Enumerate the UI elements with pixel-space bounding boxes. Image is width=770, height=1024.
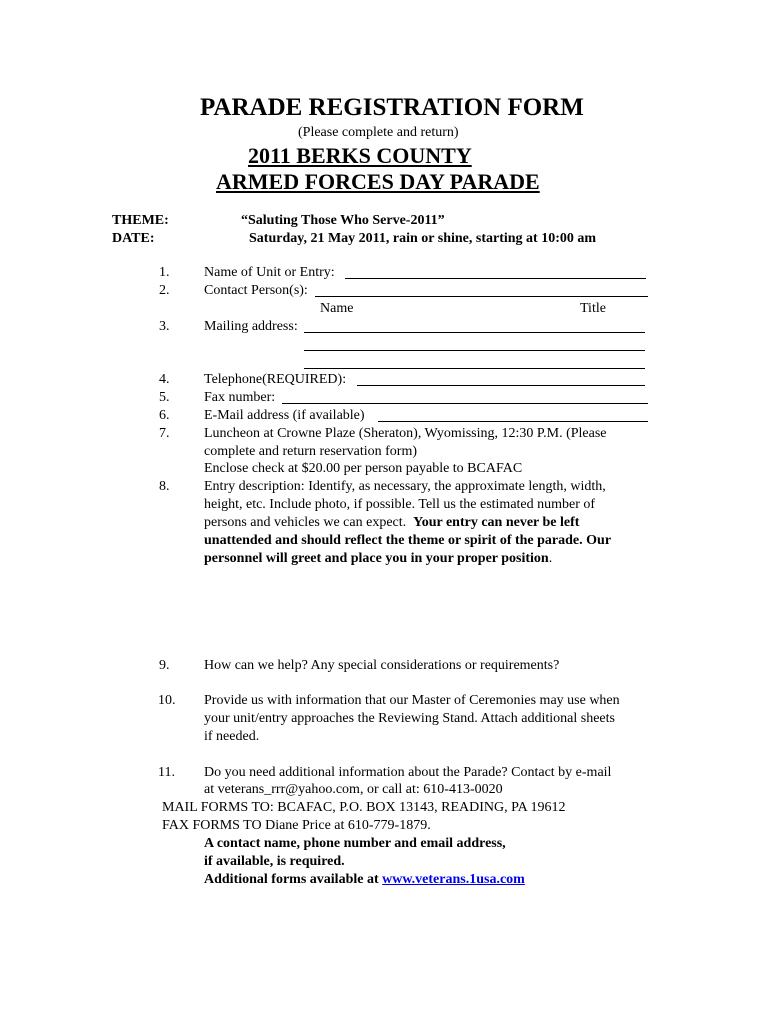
item-number-7: 7. [159,426,170,441]
requirement-text-1: A contact name, phone number and email address, [204,836,506,851]
fax-forms-info: FAX FORMS TO Diane Price at 610-779-1879. [162,818,431,833]
item-number-6: 6. [159,408,170,423]
luncheon-text-1: Luncheon at Crowne Plaze (Sheraton), Wyomissing, 12:30 P.M. (Please [204,426,607,441]
entry-desc-warning-3: personnel will greet and place you in your proper position [204,551,549,566]
theme-label: THEME: [112,213,169,228]
event-name-line1: 2011 BERKS COUNTY [248,143,472,168]
luncheon-text-3: Enclose check at $20.00 per person payable to BCAFAC [204,461,523,476]
item-number-1: 1. [159,265,170,280]
help-question: How can we help? Any special considerations or requirements? [204,658,560,673]
item-number-3: 3. [159,319,170,334]
more-forms-line [204,871,525,889]
more-forms-text: Additional forms available at [204,872,379,887]
item-number-11: 11. [158,765,175,780]
mc-info-text-2: your unit/entry approaches the Reviewing Stand. Attach additional sheets [204,711,615,726]
contact-info-text-2: at veterans_rrr@yahoo.com, or call at: 610-413-0020 [204,782,503,797]
entry-desc-text-1: Entry description: Identify, as necessary, the approximate length, width, [204,479,606,494]
email-field[interactable] [378,421,648,422]
item-number-5: 5. [159,390,170,405]
item-number-8: 8. [159,479,170,494]
mailing-address-label: Mailing address: [204,319,298,334]
entry-desc-period: . [548,551,553,566]
mc-info-text-1: Provide us with information that our Master of Ceremonies may use when [204,693,620,708]
theme-value: “Saluting Those Who Serve-2011” [241,213,445,228]
mc-info-text-3: if needed. [204,729,260,744]
email-label: E-Mail address (if available) [204,408,365,423]
item-number-9: 9. [159,658,170,673]
telephone-label: Telephone(REQUIRED): [204,372,347,387]
entry-desc-text-5 [204,550,552,568]
mailing-address-field-2[interactable] [304,350,645,351]
veterans-website-link[interactable]: www.veterans.1usa.com [382,872,525,887]
date-value: Saturday, 21 May 2011, rain or shine, starting at 10:00 am [249,231,597,246]
entry-desc-text-2: height, etc. Include photo, if possible. Tell us the estimated number of [204,497,596,512]
entry-desc-text-3 [204,514,579,532]
fax-field[interactable] [282,403,648,404]
contact-person-label: Contact Person(s): [204,283,308,298]
entry-desc-text-3-plain: persons and vehicles we can expect. [204,515,407,530]
item-number-2: 2. [159,283,170,298]
form-instruction: (Please complete and return) [298,125,459,140]
date-label: DATE: [112,231,155,246]
item-number-4: 4. [159,372,170,387]
mail-forms-address: MAIL FORMS TO: BCAFAC, P.O. BOX 13143, READING, PA 19612 [162,800,566,815]
luncheon-text-2: complete and return reservation form) [204,444,418,459]
mailing-address-field-3[interactable] [304,368,645,369]
telephone-field[interactable] [357,385,645,386]
event-name-line2: ARMED FORCES DAY PARADE [216,169,540,194]
form-title: PARADE REGISTRATION FORM [200,94,584,121]
requirement-text-2: if available, is required. [204,854,345,869]
name-caption: Name [320,301,354,316]
contact-info-text-1: Do you need additional information about the Parade? Contact by e-mail [204,765,612,780]
fax-label: Fax number: [204,390,276,405]
unit-name-field[interactable] [345,278,646,279]
mailing-address-field-1[interactable] [304,332,645,333]
entry-desc-warning-2: unattended and should reflect the theme or spirit of the parade. Our [204,533,612,548]
item-number-10: 10. [158,693,176,708]
entry-desc-warning-1: Your entry can never be left [413,515,580,530]
title-caption: Title [580,301,606,316]
unit-name-label: Name of Unit or Entry: [204,265,335,280]
contact-person-field[interactable] [315,296,648,297]
